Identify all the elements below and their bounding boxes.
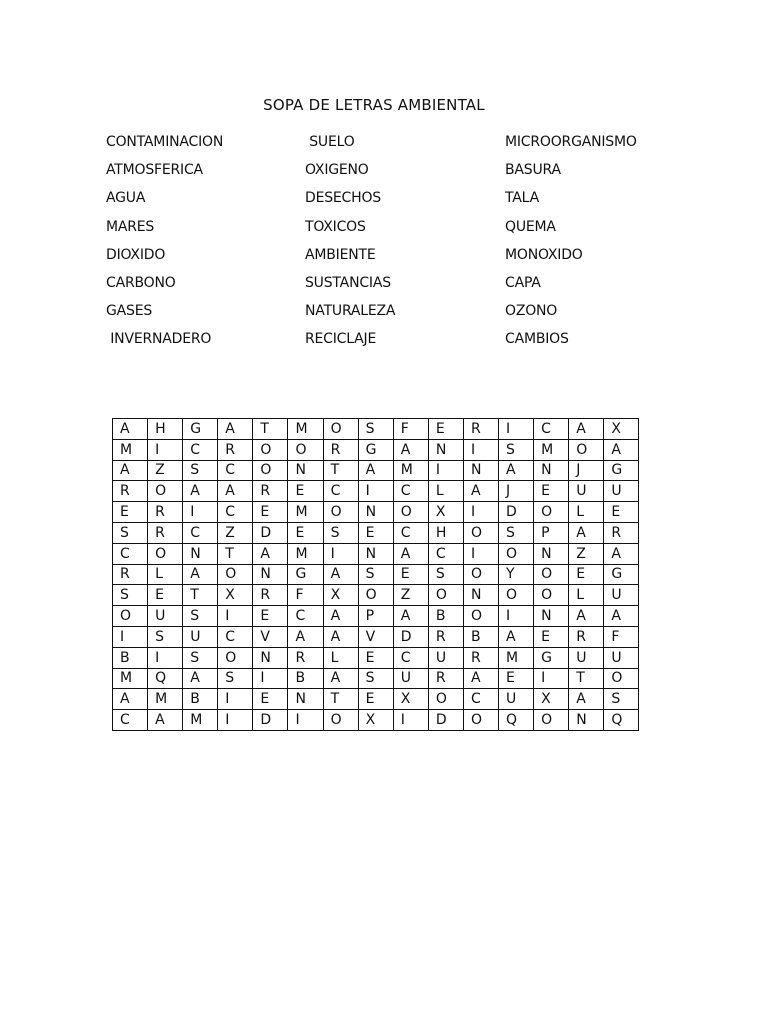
grid-cell: T [218,543,253,564]
grid-cell: G [534,647,569,668]
grid-cell: N [358,502,393,523]
grid-cell: O [463,710,498,731]
grid-cell: N [463,460,498,481]
grid-cell: J [499,481,534,502]
grid-cell: N [253,647,288,668]
word-item: OXIGENO [305,162,369,179]
grid-cell: U [183,626,218,647]
grid-cell: E [148,585,183,606]
grid-cell: I [534,668,569,689]
grid-cell: T [253,419,288,440]
grid-cell: E [499,668,534,689]
grid-cell: A [358,460,393,481]
grid-cell: A [183,564,218,585]
grid-cell: R [323,439,358,460]
word-item: SUELO [305,134,355,150]
grid-cell: C [113,543,148,564]
grid-cell: E [253,502,288,523]
grid-cell: O [534,564,569,585]
grid-cell: C [183,522,218,543]
grid-cell: V [358,626,393,647]
grid-cell: O [323,710,358,731]
grid-cell: A [288,626,323,647]
grid-cell: S [428,564,463,585]
grid-cell: O [113,606,148,627]
grid-cell: T [323,689,358,710]
grid-cell: L [569,502,604,523]
grid-cell: C [183,439,218,460]
grid-cell: O [148,543,183,564]
word-list [0,131,768,361]
word-item: DESECHOS [305,190,381,207]
word-column-2 [305,131,395,357]
word-item: CAPA [505,274,541,291]
grid-cell: O [323,419,358,440]
grid-cell: C [218,460,253,481]
word-item: ATMOSFERICA [106,162,203,179]
grid-cell: S [113,585,148,606]
grid-cell: D [253,522,288,543]
word-item: TALA [505,190,539,207]
grid-cell: I [148,647,183,668]
grid-cell: U [393,668,428,689]
grid-cell: A [569,522,604,543]
grid-cell: I [323,543,358,564]
grid-cell: F [604,626,639,647]
grid-cell: A [218,481,253,502]
word-item: MARES [106,218,155,235]
grid-cell: I [288,710,323,731]
grid-cell: C [428,543,463,564]
word-item: NATURALEZA [305,303,396,320]
grid-cell: I [218,606,253,627]
word-item: DIOXIDO [106,246,166,263]
grid-cell: A [463,481,498,502]
grid-cell: B [113,647,148,668]
letter-table [112,418,639,731]
grid-cell: I [463,543,498,564]
grid-cell: S [323,522,358,543]
grid-cell: C [393,647,428,668]
word-item: SUSTANCIAS [305,274,391,291]
grid-cell: O [218,647,253,668]
grid-cell: O [288,439,323,460]
grid-cell: R [218,439,253,460]
grid-cell: O [499,585,534,606]
grid-cell: H [428,522,463,543]
grid-cell: C [393,481,428,502]
grid-cell: U [569,481,604,502]
grid-cell: N [428,439,463,460]
grid-cell: Q [604,710,639,731]
grid-cell: O [463,564,498,585]
grid-cell: S [499,522,534,543]
grid-cell: O [218,564,253,585]
grid-cell: S [604,689,639,710]
grid-cell: Y [499,564,534,585]
grid-cell: G [183,419,218,440]
grid-cell: A [604,439,639,460]
grid-cell: C [288,606,323,627]
grid-cell: I [463,439,498,460]
grid-cell: Q [148,668,183,689]
grid-cell: S [183,647,218,668]
grid-cell: O [499,543,534,564]
grid-cell: R [253,585,288,606]
grid-cell: R [428,668,463,689]
grid-row [113,689,639,710]
grid-cell: O [463,522,498,543]
grid-row [113,585,639,606]
grid-cell: X [218,585,253,606]
grid-cell: S [148,626,183,647]
grid-cell: I [463,502,498,523]
grid-cell: A [323,606,358,627]
grid-cell: O [253,460,288,481]
grid-cell: D [393,626,428,647]
grid-cell: M [499,647,534,668]
grid-cell: G [604,564,639,585]
word-column-1 [106,131,223,357]
grid-cell: O [604,668,639,689]
grid-cell: R [148,502,183,523]
grid-cell: I [393,710,428,731]
grid-cell: C [323,481,358,502]
grid-cell: Z [218,522,253,543]
grid-row [113,419,639,440]
grid-cell: O [569,439,604,460]
grid-cell: T [183,585,218,606]
grid-cell: X [358,710,393,731]
grid-cell: N [288,460,323,481]
grid-cell: S [358,419,393,440]
grid-cell: P [534,522,569,543]
grid-cell: A [218,419,253,440]
grid-cell: N [534,460,569,481]
grid-row [113,668,639,689]
grid-cell: A [463,668,498,689]
grid-cell: B [288,668,323,689]
grid-cell: A [253,543,288,564]
grid-cell: A [393,543,428,564]
grid-row [113,460,639,481]
grid-cell: S [358,564,393,585]
word-item: GASES [106,303,153,320]
grid-cell: Z [393,585,428,606]
grid-cell: R [604,522,639,543]
grid-cell: M [113,439,148,460]
grid-cell: I [253,668,288,689]
grid-cell: A [604,543,639,564]
grid-cell: E [358,647,393,668]
grid-cell: O [534,710,569,731]
grid-cell: X [534,689,569,710]
grid-cell: S [358,668,393,689]
word-item: QUEMA [505,218,556,235]
grid-cell: X [323,585,358,606]
grid-cell: A [569,606,604,627]
grid-cell: O [534,585,569,606]
grid-cell: R [113,564,148,585]
grid-cell: V [253,626,288,647]
word-item: INVERNADERO [106,331,212,348]
grid-cell: A [569,419,604,440]
word-item: CARBONO [106,274,176,291]
grid-cell: M [183,710,218,731]
grid-cell: E [534,626,569,647]
grid-cell: N [358,543,393,564]
grid-cell: S [218,668,253,689]
grid-cell: U [499,689,534,710]
grid-cell: R [569,626,604,647]
grid-cell: X [428,502,463,523]
grid-cell: G [358,439,393,460]
grid-cell: I [218,689,253,710]
grid-cell: J [569,460,604,481]
grid-cell: G [604,460,639,481]
grid-cell: F [288,585,323,606]
grid-cell: M [113,668,148,689]
word-item: MICROORGANISMO [505,134,637,150]
word-item: TOXICOS [305,218,366,235]
grid-cell: N [569,710,604,731]
grid-cell: G [288,564,323,585]
grid-cell: A [393,439,428,460]
grid-row [113,647,639,668]
grid-cell: A [323,626,358,647]
grid-cell: A [113,419,148,440]
grid-cell: A [183,668,218,689]
grid-cell: C [463,689,498,710]
grid-cell: C [393,522,428,543]
grid-cell: O [463,606,498,627]
grid-cell: U [604,647,639,668]
grid-row [113,439,639,460]
word-item: RECICLAJE [305,331,377,348]
grid-cell: M [288,502,323,523]
grid-cell: L [569,585,604,606]
grid-cell: R [463,419,498,440]
grid-cell: A [323,668,358,689]
grid-cell: R [463,647,498,668]
word-item: BASURA [505,162,561,179]
grid-cell: O [253,439,288,460]
grid-cell: O [358,585,393,606]
grid-cell: A [148,710,183,731]
grid-cell: E [358,522,393,543]
grid-cell: S [183,606,218,627]
grid-cell: E [428,419,463,440]
grid-cell: M [288,419,323,440]
grid-cell: I [183,502,218,523]
grid-cell: E [358,689,393,710]
grid-cell: S [499,439,534,460]
grid-row [113,481,639,502]
grid-cell: C [534,419,569,440]
grid-cell: A [499,460,534,481]
grid-cell: Z [148,460,183,481]
grid-cell: E [253,689,288,710]
grid-cell: A [323,564,358,585]
grid-cell: O [428,689,463,710]
grid-row [113,543,639,564]
grid-cell: D [499,502,534,523]
word-item: CAMBIOS [505,331,569,348]
grid-cell: C [113,710,148,731]
grid-cell: E [288,522,323,543]
grid-cell: C [218,502,253,523]
grid-cell: A [393,606,428,627]
grid-cell: N [288,689,323,710]
grid-cell: S [183,460,218,481]
grid-cell: B [463,626,498,647]
grid-cell: E [288,481,323,502]
grid-cell: E [113,502,148,523]
grid-cell: M [148,689,183,710]
grid-row [113,522,639,543]
grid-cell: X [393,689,428,710]
grid-cell: B [183,689,218,710]
grid-cell: O [323,502,358,523]
grid-cell: A [569,689,604,710]
grid-cell: U [148,606,183,627]
grid-row [113,502,639,523]
grid-cell: A [604,606,639,627]
grid-row [113,606,639,627]
grid-cell: M [393,460,428,481]
grid-cell: E [569,564,604,585]
word-search-grid [112,418,639,731]
grid-cell: Q [499,710,534,731]
grid-cell: H [148,419,183,440]
word-item: CONTAMINACION [106,134,224,150]
grid-cell: O [534,502,569,523]
grid-cell: R [253,481,288,502]
page-title: SOPA DE LETRAS AMBIENTAL [263,96,485,114]
grid-cell: M [534,439,569,460]
grid-cell: N [463,585,498,606]
grid-cell: M [288,543,323,564]
word-item: OZONO [505,303,558,320]
grid-cell: A [183,481,218,502]
grid-cell: D [253,710,288,731]
grid-cell: R [113,481,148,502]
grid-cell: O [148,481,183,502]
grid-cell: A [499,626,534,647]
grid-cell: N [183,543,218,564]
grid-cell: N [253,564,288,585]
grid-cell: P [358,606,393,627]
grid-cell: N [534,543,569,564]
grid-cell: X [604,419,639,440]
grid-cell: L [148,564,183,585]
grid-cell: R [288,647,323,668]
grid-cell: U [428,647,463,668]
grid-cell: E [604,502,639,523]
grid-cell: E [393,564,428,585]
word-item: AMBIENTE [305,246,376,263]
grid-cell: N [534,606,569,627]
grid-cell: S [113,522,148,543]
grid-cell: A [113,460,148,481]
grid-cell: R [428,626,463,647]
word-item: MONOXIDO [505,246,583,263]
grid-cell: L [323,647,358,668]
grid-cell: E [253,606,288,627]
grid-cell: I [499,419,534,440]
grid-cell: I [113,626,148,647]
grid-row [113,710,639,731]
grid-row [113,564,639,585]
grid-cell: O [428,585,463,606]
grid-cell: U [569,647,604,668]
word-item: AGUA [106,190,146,207]
word-column-3 [505,131,637,357]
grid-cell: I [499,606,534,627]
grid-cell: U [604,481,639,502]
grid-row [113,626,639,647]
grid-cell: F [393,419,428,440]
grid-cell: I [148,439,183,460]
grid-cell: C [218,626,253,647]
grid-cell: B [428,606,463,627]
grid-cell: L [428,481,463,502]
grid-cell: O [393,502,428,523]
grid-cell: I [358,481,393,502]
grid-cell: I [218,710,253,731]
grid-cell: I [428,460,463,481]
grid-cell: D [428,710,463,731]
grid-cell: A [113,689,148,710]
grid-cell: E [534,481,569,502]
grid-cell: R [148,522,183,543]
grid-cell: U [604,585,639,606]
grid-cell: Z [569,543,604,564]
grid-cell: T [323,460,358,481]
grid-cell: T [569,668,604,689]
